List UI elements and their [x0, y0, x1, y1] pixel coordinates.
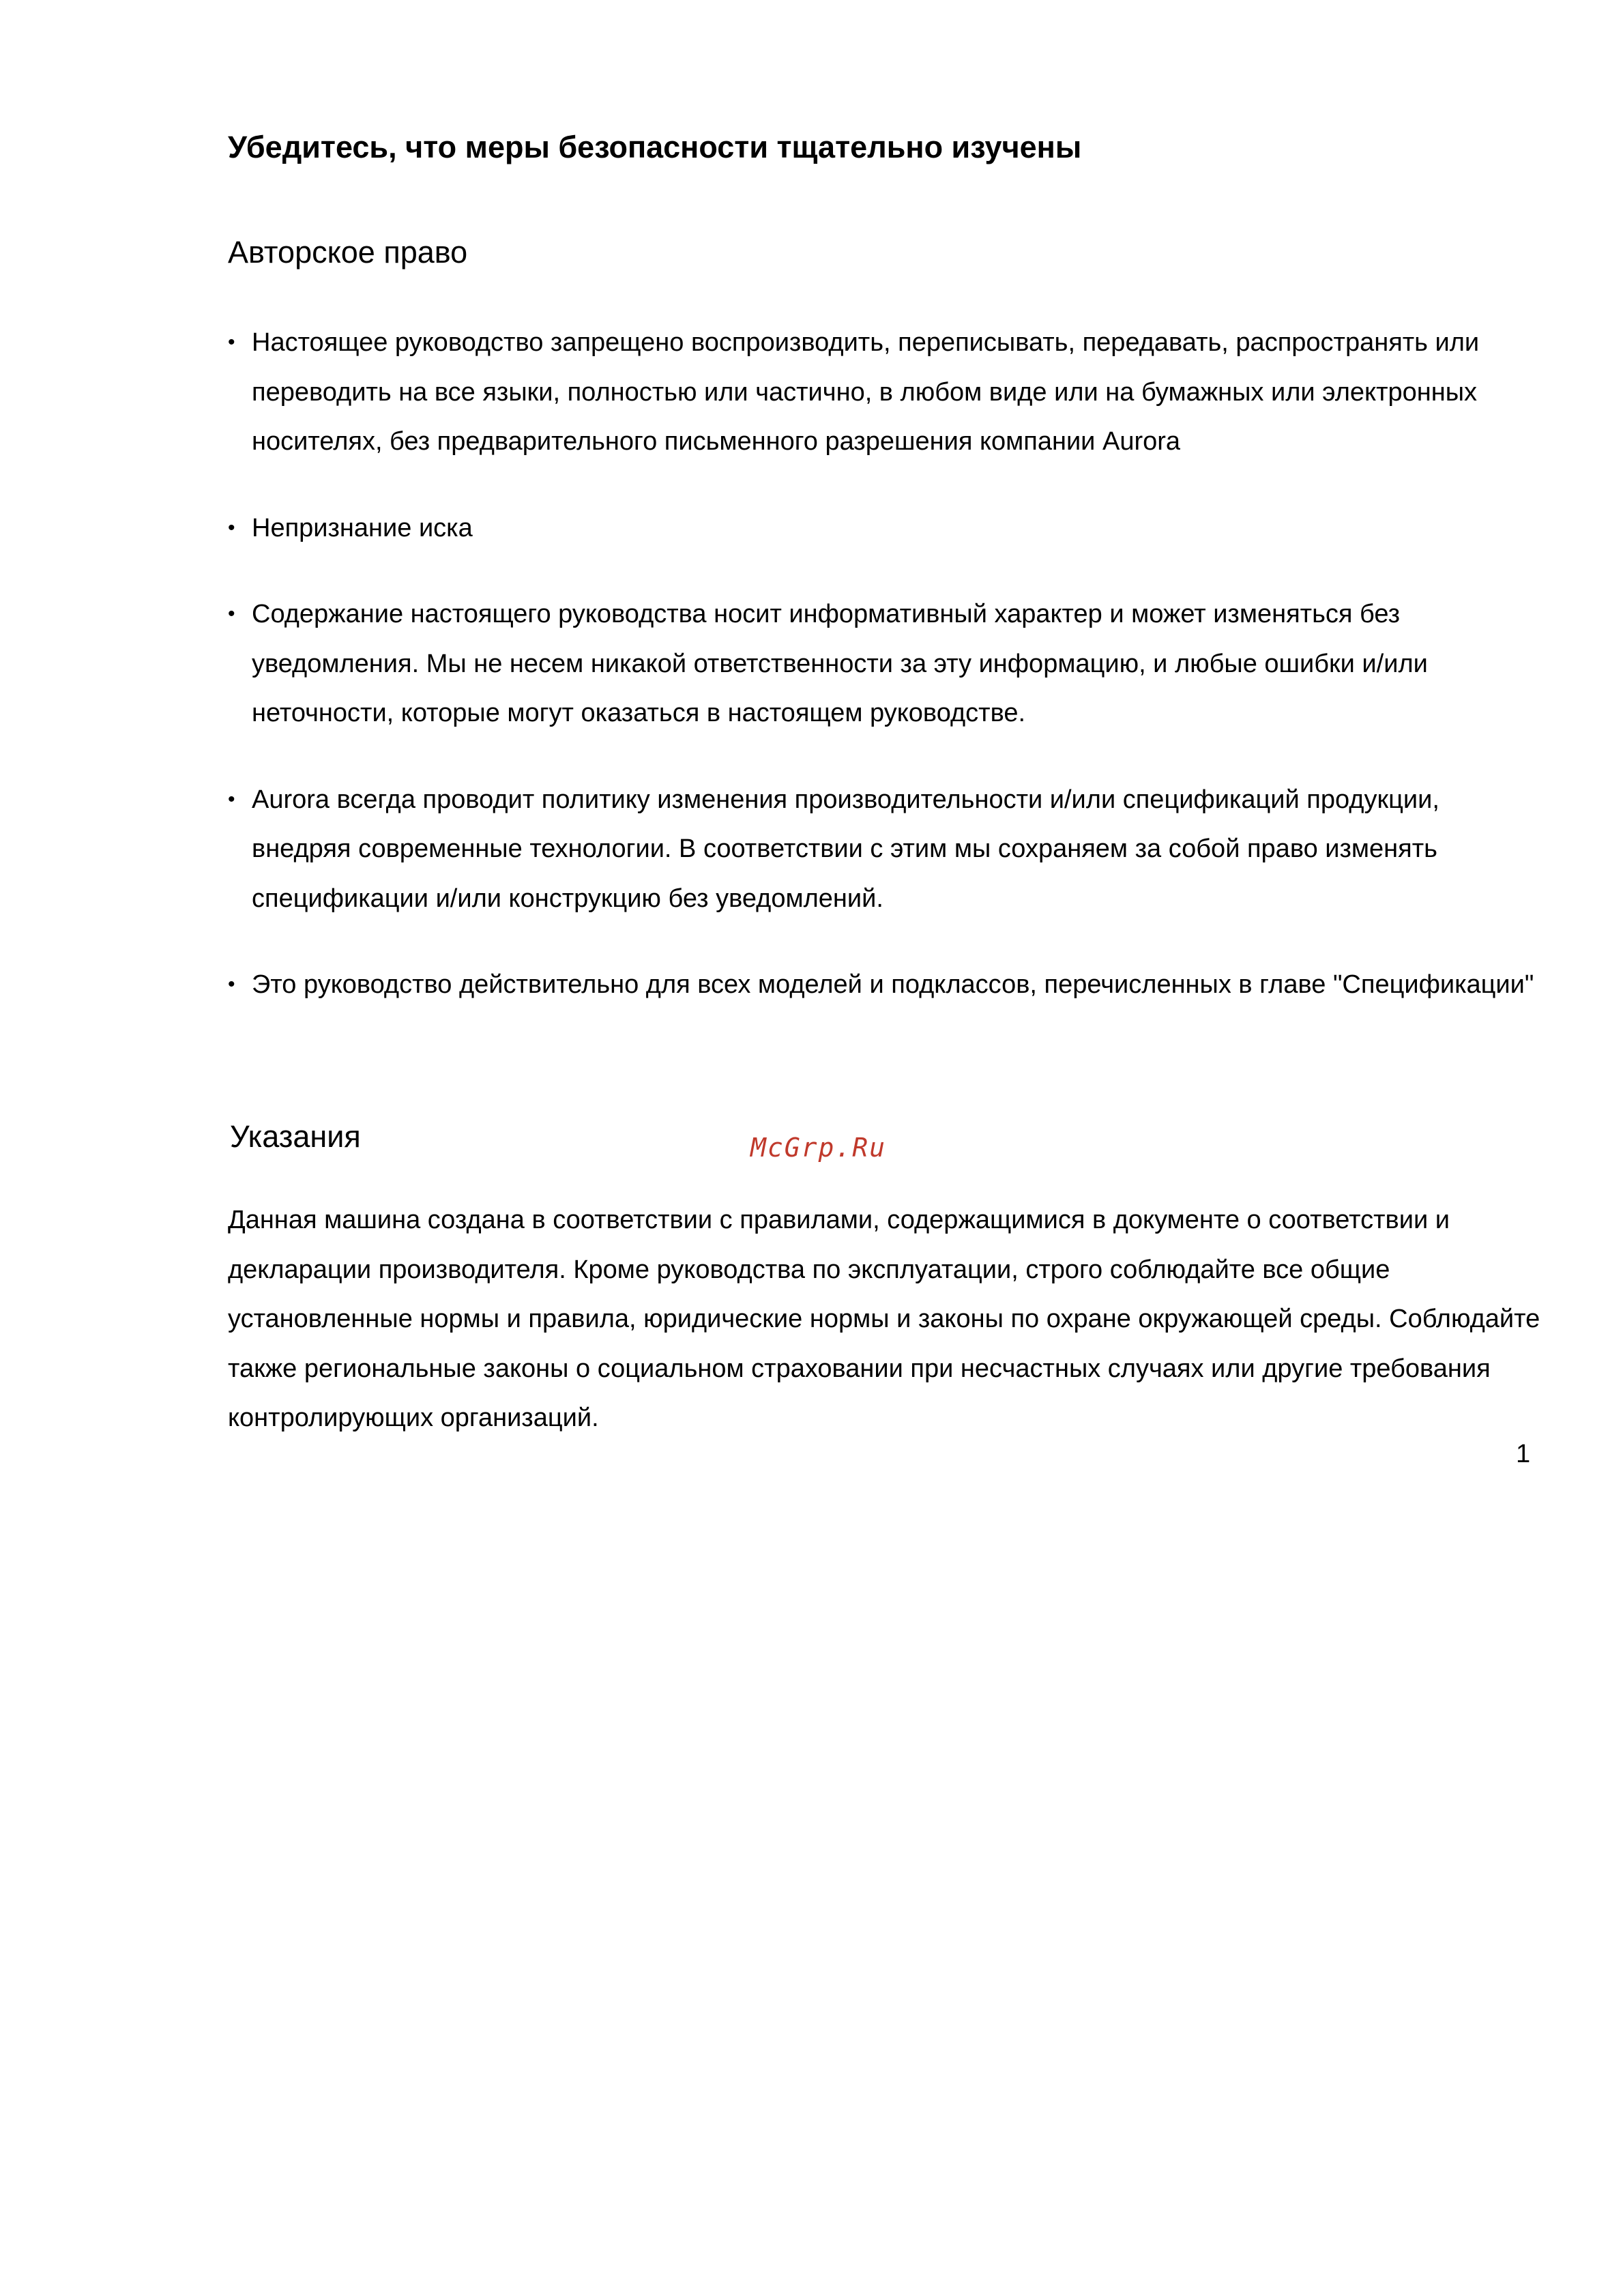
bullet-icon: • [228, 602, 235, 625]
bullet-item [228, 318, 1545, 467]
bullet-item [228, 960, 1545, 1010]
page-title: Убедитесь, что меры безопасности тщательно изучены [228, 130, 1082, 164]
page-number: 1 [1516, 1440, 1531, 1468]
bullet-text: Aurora всегда проводит политику изменения производительности и/или спецификаций продукции, внедряя современные технологии. В соответствии с этим мы сохраняем за собой право изменять спецификации и/или конструкцию без уведомлений. [252, 785, 1439, 913]
bullet-item [228, 590, 1545, 738]
bullet-item [228, 504, 1545, 553]
bullet-icon: • [228, 331, 235, 353]
watermark: McGrp.Ru [750, 1133, 887, 1163]
bullet-text: Содержание настоящего руководства носит информативный характер и может изменяться без уведомления. Мы не несем никакой ответственности за эту информацию, и любые ошибки и/или неточности, которые могут оказаться в настоящем руководстве. [252, 600, 1428, 727]
bullet-item [228, 775, 1545, 924]
instructions-paragraph: Данная машина создана в соответствии с правилами, содержащимися в документе о соответствии и декларации производителя. Кроме руководства по эксплуатации, строго соблюдайте все общие установленные нормы и правила, юридические нормы и законы по охране окружающей среды. Соблюдайте также региональные законы о социальном страховании при несчастных случаях или другие требования контролирующих организаций. [228, 1206, 1540, 1432]
bullet-icon: • [228, 787, 235, 811]
section-heading-instructions: Указания [230, 1119, 361, 1154]
section-heading-copyright: Авторское право [228, 235, 468, 270]
bullet-text: Непризнание иска [252, 513, 473, 542]
bullet-icon: • [228, 516, 235, 539]
bullet-text: Это руководство действительно для всех моделей и подклассов, перечисленных в главе "Спецификации" [252, 970, 1534, 999]
bullet-text: Настоящее руководство запрещено воспроизводить, переписывать, передавать, распространять или переводить на все языки, полностью или частично, в любом виде или на бумажных или электронных носителях, без предварительного письменного разрешения компании Aurora [252, 328, 1480, 456]
copyright-bullet-list [228, 318, 1545, 1010]
bullet-icon: • [228, 973, 235, 996]
